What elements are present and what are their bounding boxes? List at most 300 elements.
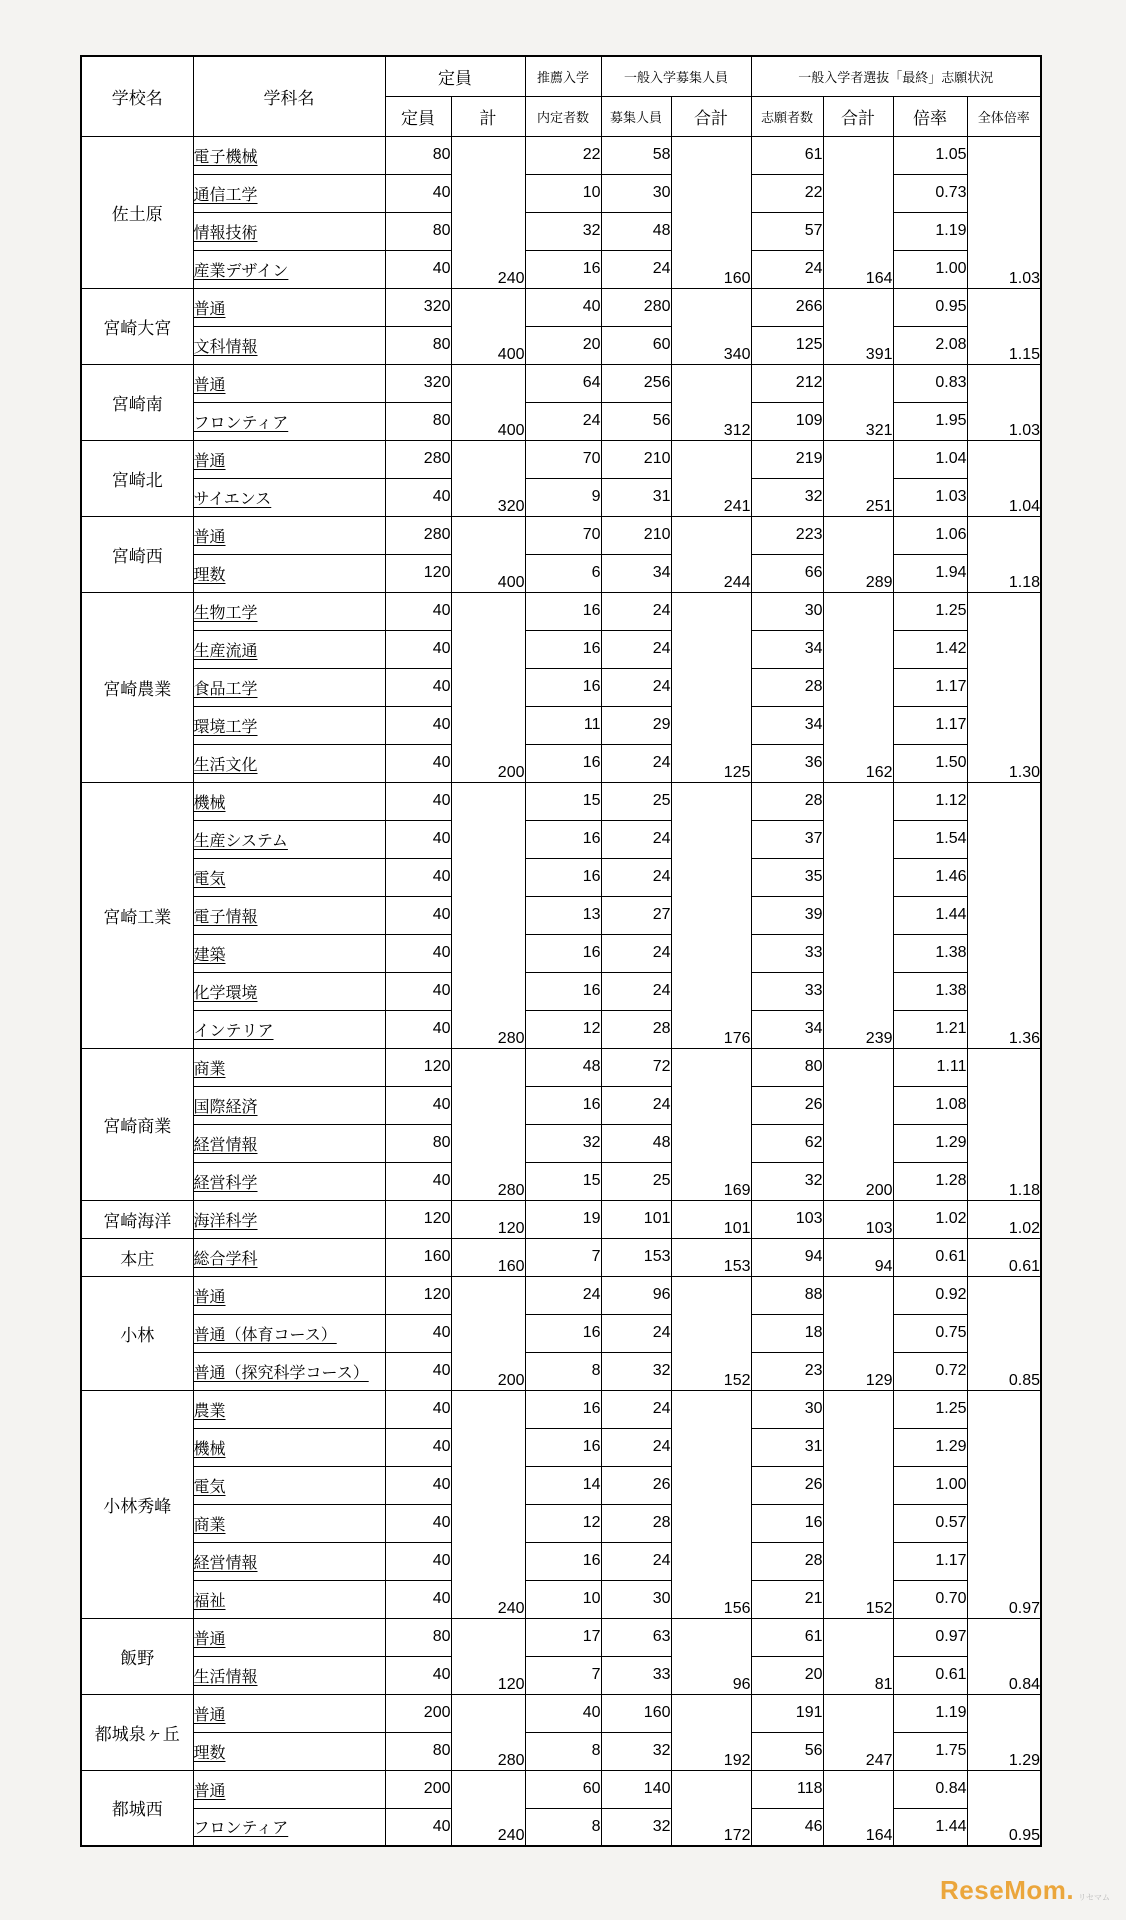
recruit-cell: 30	[601, 174, 671, 212]
applicants-cell: 22	[751, 174, 823, 212]
recruit-total-cell: 101	[671, 1200, 751, 1238]
capacity-total-cell: 400	[451, 516, 525, 592]
recommend-count-cell: 10	[525, 1580, 601, 1618]
applicants-total-cell: 239	[823, 782, 893, 1048]
recruit-cell: 24	[601, 858, 671, 896]
recommend-count-cell: 70	[525, 440, 601, 478]
applicants-cell: 26	[751, 1086, 823, 1124]
table-row	[81, 744, 1041, 782]
table-row	[81, 1466, 1041, 1504]
table-row	[81, 1010, 1041, 1048]
applicants-cell: 32	[751, 1162, 823, 1200]
department-cell: 機械	[193, 782, 385, 820]
ratio-cell: 0.84	[893, 1770, 967, 1808]
table-row	[81, 1086, 1041, 1124]
capacity-total-cell: 320	[451, 440, 525, 516]
recruit-total-cell: 169	[671, 1048, 751, 1200]
applicants-cell: 103	[751, 1200, 823, 1238]
school-name-cell: 都城泉ヶ丘	[81, 1694, 193, 1770]
overall-ratio-cell: 1.18	[967, 1048, 1041, 1200]
table-row	[81, 1618, 1041, 1656]
ratio-cell: 1.29	[893, 1124, 967, 1162]
header-general-group: 一般入学募集人員	[601, 56, 751, 96]
table-row	[81, 1124, 1041, 1162]
recruit-cell: 210	[601, 440, 671, 478]
capacity-cell: 40	[385, 1010, 451, 1048]
recruit-cell: 280	[601, 288, 671, 326]
capacity-total-cell: 280	[451, 1048, 525, 1200]
capacity-cell: 80	[385, 136, 451, 174]
recommend-count-cell: 48	[525, 1048, 601, 1086]
table-row	[81, 896, 1041, 934]
applicants-cell: 16	[751, 1504, 823, 1542]
capacity-cell: 40	[385, 1580, 451, 1618]
ratio-cell: 1.06	[893, 516, 967, 554]
capacity-cell: 280	[385, 516, 451, 554]
table-row	[81, 858, 1041, 896]
overall-ratio-cell: 1.36	[967, 782, 1041, 1048]
applicants-cell: 94	[751, 1238, 823, 1276]
ratio-cell: 1.19	[893, 212, 967, 250]
overall-ratio-cell: 1.03	[967, 136, 1041, 288]
department-cell: フロンティア	[193, 1808, 385, 1846]
department-cell: 普通	[193, 288, 385, 326]
capacity-total-cell: 280	[451, 782, 525, 1048]
ratio-cell: 1.94	[893, 554, 967, 592]
recruit-cell: 63	[601, 1618, 671, 1656]
capacity-cell: 40	[385, 1466, 451, 1504]
ratio-cell: 1.17	[893, 706, 967, 744]
recruit-cell: 29	[601, 706, 671, 744]
ratio-cell: 1.46	[893, 858, 967, 896]
ratio-cell: 1.08	[893, 1086, 967, 1124]
recommend-count-cell: 16	[525, 1390, 601, 1428]
applicants-cell: 125	[751, 326, 823, 364]
table-row	[81, 1390, 1041, 1428]
capacity-cell: 40	[385, 1086, 451, 1124]
recruit-cell: 58	[601, 136, 671, 174]
recommend-count-cell: 8	[525, 1808, 601, 1846]
recommend-count-cell: 13	[525, 896, 601, 934]
department-cell: 生活文化	[193, 744, 385, 782]
applicants-cell: 109	[751, 402, 823, 440]
school-name-cell: 宮崎北	[81, 440, 193, 516]
overall-ratio-cell: 0.95	[967, 1770, 1041, 1846]
capacity-cell: 40	[385, 1504, 451, 1542]
department-cell: 建築	[193, 934, 385, 972]
applicants-total-cell: 391	[823, 288, 893, 364]
table-row	[81, 1314, 1041, 1352]
recommend-count-cell: 7	[525, 1656, 601, 1694]
admissions-table-container	[80, 55, 1042, 1847]
recommend-count-cell: 20	[525, 326, 601, 364]
recommend-count-cell: 70	[525, 516, 601, 554]
applicants-total-cell: 103	[823, 1200, 893, 1238]
ratio-cell: 1.25	[893, 592, 967, 630]
capacity-cell: 120	[385, 1200, 451, 1238]
capacity-total-cell: 240	[451, 1390, 525, 1618]
capacity-cell: 80	[385, 1618, 451, 1656]
department-cell: 福祉	[193, 1580, 385, 1618]
capacity-cell: 40	[385, 934, 451, 972]
department-cell: 環境工学	[193, 706, 385, 744]
recommend-count-cell: 19	[525, 1200, 601, 1238]
table-row	[81, 1352, 1041, 1390]
department-cell: サイエンス	[193, 478, 385, 516]
capacity-cell: 40	[385, 668, 451, 706]
recommend-count-cell: 16	[525, 1314, 601, 1352]
recruit-cell: 27	[601, 896, 671, 934]
capacity-cell: 40	[385, 744, 451, 782]
capacity-cell: 80	[385, 212, 451, 250]
applicants-cell: 33	[751, 972, 823, 1010]
school-name-cell: 本庄	[81, 1238, 193, 1276]
applicants-total-cell: 129	[823, 1276, 893, 1390]
overall-ratio-cell: 1.02	[967, 1200, 1041, 1238]
ratio-cell: 1.38	[893, 934, 967, 972]
ratio-cell: 1.03	[893, 478, 967, 516]
ratio-cell: 1.12	[893, 782, 967, 820]
recruit-total-cell: 96	[671, 1618, 751, 1694]
department-cell: 普通（探究科学コース）	[193, 1352, 385, 1390]
table-row	[81, 1200, 1041, 1238]
capacity-cell: 40	[385, 1808, 451, 1846]
ratio-cell: 1.25	[893, 1390, 967, 1428]
recruit-cell: 26	[601, 1466, 671, 1504]
applicants-cell: 36	[751, 744, 823, 782]
department-cell: 農業	[193, 1390, 385, 1428]
applicants-cell: 24	[751, 250, 823, 288]
capacity-cell: 40	[385, 820, 451, 858]
recommend-count-cell: 16	[525, 250, 601, 288]
applicants-cell: 23	[751, 1352, 823, 1390]
table-row	[81, 326, 1041, 364]
capacity-cell: 40	[385, 896, 451, 934]
department-cell: 電気	[193, 858, 385, 896]
department-cell: 生物工学	[193, 592, 385, 630]
department-cell: 機械	[193, 1428, 385, 1466]
table-row	[81, 288, 1041, 326]
recommend-count-cell: 10	[525, 174, 601, 212]
capacity-cell: 200	[385, 1694, 451, 1732]
applicants-total-cell: 289	[823, 516, 893, 592]
applicants-total-cell: 200	[823, 1048, 893, 1200]
recruit-cell: 160	[601, 1694, 671, 1732]
recommend-count-cell: 16	[525, 858, 601, 896]
recruit-cell: 48	[601, 1124, 671, 1162]
capacity-cell: 40	[385, 1162, 451, 1200]
department-cell: 経営情報	[193, 1124, 385, 1162]
recommend-count-cell: 9	[525, 478, 601, 516]
applicants-cell: 35	[751, 858, 823, 896]
ratio-cell: 1.38	[893, 972, 967, 1010]
resemom-logo-subtext: リセマム	[1078, 1893, 1110, 1902]
capacity-total-cell: 400	[451, 288, 525, 364]
department-cell: 普通	[193, 1694, 385, 1732]
recommend-count-cell: 24	[525, 402, 601, 440]
ratio-cell: 0.57	[893, 1504, 967, 1542]
resemom-logo: ReseMom.	[940, 1875, 1075, 1905]
ratio-cell: 2.08	[893, 326, 967, 364]
table-row	[81, 782, 1041, 820]
capacity-cell: 120	[385, 1048, 451, 1086]
capacity-cell: 40	[385, 858, 451, 896]
department-cell: 食品工学	[193, 668, 385, 706]
applicants-cell: 266	[751, 288, 823, 326]
school-name-cell: 宮崎海洋	[81, 1200, 193, 1238]
department-cell: 理数	[193, 1732, 385, 1770]
header-department: 学科名	[193, 56, 385, 136]
recommend-count-cell: 16	[525, 972, 601, 1010]
recruit-cell: 24	[601, 668, 671, 706]
recruit-cell: 25	[601, 782, 671, 820]
header-applicants: 志願者数	[751, 96, 823, 136]
recruit-cell: 24	[601, 744, 671, 782]
school-name-cell: 宮崎南	[81, 364, 193, 440]
table-row	[81, 1808, 1041, 1846]
ratio-cell: 1.04	[893, 440, 967, 478]
ratio-cell: 1.21	[893, 1010, 967, 1048]
table-header	[81, 56, 1041, 136]
capacity-total-cell: 240	[451, 1770, 525, 1846]
applicants-total-cell: 164	[823, 1770, 893, 1846]
recruit-cell: 32	[601, 1808, 671, 1846]
table-row	[81, 402, 1041, 440]
capacity-total-cell: 120	[451, 1200, 525, 1238]
applicants-total-cell: 152	[823, 1390, 893, 1618]
applicants-total-cell: 247	[823, 1694, 893, 1770]
department-cell: 経営科学	[193, 1162, 385, 1200]
table-body	[81, 136, 1041, 1846]
department-cell: 文科情報	[193, 326, 385, 364]
recruit-cell: 24	[601, 250, 671, 288]
recommend-count-cell: 17	[525, 1618, 601, 1656]
ratio-cell: 1.75	[893, 1732, 967, 1770]
recommend-count-cell: 6	[525, 554, 601, 592]
recommend-count-cell: 7	[525, 1238, 601, 1276]
applicants-total-cell: 94	[823, 1238, 893, 1276]
department-cell: 化学環境	[193, 972, 385, 1010]
school-name-cell: 宮崎農業	[81, 592, 193, 782]
header-school: 学校名	[81, 56, 193, 136]
ratio-cell: 0.83	[893, 364, 967, 402]
table-row	[81, 1504, 1041, 1542]
capacity-cell: 120	[385, 1276, 451, 1314]
applicants-cell: 30	[751, 592, 823, 630]
table-row	[81, 1238, 1041, 1276]
capacity-total-cell: 120	[451, 1618, 525, 1694]
overall-ratio-cell: 0.84	[967, 1618, 1041, 1694]
header-recommend-count: 内定者数	[525, 96, 601, 136]
table-row	[81, 1732, 1041, 1770]
department-cell: 普通	[193, 1618, 385, 1656]
header-recruit-total: 合計	[671, 96, 751, 136]
overall-ratio-cell: 0.85	[967, 1276, 1041, 1390]
ratio-cell: 1.42	[893, 630, 967, 668]
recommend-count-cell: 8	[525, 1732, 601, 1770]
capacity-cell: 200	[385, 1770, 451, 1808]
recruit-cell: 256	[601, 364, 671, 402]
table-row	[81, 1542, 1041, 1580]
capacity-cell: 40	[385, 478, 451, 516]
recommend-count-cell: 12	[525, 1504, 601, 1542]
table-row	[81, 174, 1041, 212]
table-row	[81, 364, 1041, 402]
department-cell: 電子機械	[193, 136, 385, 174]
applicants-cell: 212	[751, 364, 823, 402]
school-name-cell: 佐土原	[81, 136, 193, 288]
ratio-cell: 1.29	[893, 1428, 967, 1466]
ratio-cell: 0.92	[893, 1276, 967, 1314]
ratio-cell: 1.44	[893, 896, 967, 934]
recommend-count-cell: 32	[525, 1124, 601, 1162]
ratio-cell: 1.00	[893, 1466, 967, 1504]
department-cell: フロンティア	[193, 402, 385, 440]
table-row	[81, 820, 1041, 858]
capacity-total-cell: 400	[451, 364, 525, 440]
ratio-cell: 0.75	[893, 1314, 967, 1352]
applicants-cell: 28	[751, 782, 823, 820]
recommend-count-cell: 8	[525, 1352, 601, 1390]
department-cell: 産業デザイン	[193, 250, 385, 288]
capacity-cell: 80	[385, 326, 451, 364]
recommend-count-cell: 14	[525, 1466, 601, 1504]
recommend-count-cell: 16	[525, 744, 601, 782]
applicants-cell: 46	[751, 1808, 823, 1846]
ratio-cell: 0.97	[893, 1618, 967, 1656]
department-cell: 国際経済	[193, 1086, 385, 1124]
table-row	[81, 934, 1041, 972]
table-row	[81, 668, 1041, 706]
capacity-cell: 160	[385, 1238, 451, 1276]
recruit-cell: 210	[601, 516, 671, 554]
department-cell: 総合学科	[193, 1238, 385, 1276]
ratio-cell: 1.54	[893, 820, 967, 858]
applicants-cell: 32	[751, 478, 823, 516]
admissions-table	[80, 55, 1042, 1847]
capacity-cell: 40	[385, 972, 451, 1010]
recruit-cell: 24	[601, 1086, 671, 1124]
applicants-cell: 57	[751, 212, 823, 250]
recruit-cell: 24	[601, 1428, 671, 1466]
overall-ratio-cell: 1.29	[967, 1694, 1041, 1770]
applicants-cell: 18	[751, 1314, 823, 1352]
capacity-cell: 320	[385, 288, 451, 326]
applicants-cell: 37	[751, 820, 823, 858]
recruit-cell: 30	[601, 1580, 671, 1618]
recommend-count-cell: 15	[525, 782, 601, 820]
applicants-cell: 62	[751, 1124, 823, 1162]
header-recruit: 募集人員	[601, 96, 671, 136]
recommend-count-cell: 40	[525, 288, 601, 326]
applicants-cell: 21	[751, 1580, 823, 1618]
department-cell: 普通	[193, 364, 385, 402]
capacity-total-cell: 280	[451, 1694, 525, 1770]
school-name-cell: 小林	[81, 1276, 193, 1390]
applicants-cell: 33	[751, 934, 823, 972]
capacity-cell: 280	[385, 440, 451, 478]
recommend-count-cell: 12	[525, 1010, 601, 1048]
recommend-count-cell: 60	[525, 1770, 601, 1808]
capacity-cell: 40	[385, 592, 451, 630]
school-name-cell: 都城西	[81, 1770, 193, 1846]
ratio-cell: 1.17	[893, 668, 967, 706]
recruit-total-cell: 156	[671, 1390, 751, 1618]
recruit-total-cell: 152	[671, 1276, 751, 1390]
overall-ratio-cell: 0.97	[967, 1390, 1041, 1618]
table-row	[81, 1428, 1041, 1466]
recruit-cell: 153	[601, 1238, 671, 1276]
applicants-total-cell: 251	[823, 440, 893, 516]
ratio-cell: 0.61	[893, 1238, 967, 1276]
recruit-total-cell: 172	[671, 1770, 751, 1846]
recruit-total-cell: 312	[671, 364, 751, 440]
applicants-cell: 26	[751, 1466, 823, 1504]
school-name-cell: 小林秀峰	[81, 1390, 193, 1618]
department-cell: 理数	[193, 554, 385, 592]
capacity-cell: 40	[385, 250, 451, 288]
recruit-total-cell: 160	[671, 136, 751, 288]
ratio-cell: 1.95	[893, 402, 967, 440]
recruit-cell: 24	[601, 972, 671, 1010]
capacity-total-cell: 240	[451, 136, 525, 288]
department-cell: 普通（体育コース）	[193, 1314, 385, 1352]
school-name-cell: 宮崎西	[81, 516, 193, 592]
recommend-count-cell: 24	[525, 1276, 601, 1314]
recruit-total-cell: 244	[671, 516, 751, 592]
department-cell: 生活情報	[193, 1656, 385, 1694]
school-name-cell: 宮崎大宮	[81, 288, 193, 364]
applicants-total-cell: 162	[823, 592, 893, 782]
header-capacity: 定員	[385, 96, 451, 136]
recruit-total-cell: 192	[671, 1694, 751, 1770]
ratio-cell: 1.44	[893, 1808, 967, 1846]
capacity-cell: 80	[385, 1124, 451, 1162]
applicants-cell: 31	[751, 1428, 823, 1466]
header-overall-ratio: 全体倍率	[967, 96, 1041, 136]
recruit-cell: 34	[601, 554, 671, 592]
overall-ratio-cell: 1.30	[967, 592, 1041, 782]
capacity-cell: 80	[385, 402, 451, 440]
capacity-cell: 40	[385, 1542, 451, 1580]
capacity-cell: 40	[385, 782, 451, 820]
recruit-total-cell: 153	[671, 1238, 751, 1276]
ratio-cell: 0.70	[893, 1580, 967, 1618]
capacity-cell: 40	[385, 1390, 451, 1428]
department-cell: 情報技術	[193, 212, 385, 250]
table-row	[81, 516, 1041, 554]
recruit-total-cell: 125	[671, 592, 751, 782]
recruit-cell: 24	[601, 1314, 671, 1352]
recruit-cell: 32	[601, 1732, 671, 1770]
department-cell: 普通	[193, 516, 385, 554]
table-row	[81, 1162, 1041, 1200]
recruit-cell: 140	[601, 1770, 671, 1808]
recruit-cell: 25	[601, 1162, 671, 1200]
department-cell: 普通	[193, 440, 385, 478]
capacity-cell: 40	[385, 174, 451, 212]
recruit-cell: 28	[601, 1504, 671, 1542]
capacity-cell: 80	[385, 1732, 451, 1770]
overall-ratio-cell: 1.03	[967, 364, 1041, 440]
applicants-cell: 191	[751, 1694, 823, 1732]
recruit-cell: 32	[601, 1352, 671, 1390]
recruit-total-cell: 340	[671, 288, 751, 364]
applicants-cell: 61	[751, 1618, 823, 1656]
applicants-cell: 28	[751, 668, 823, 706]
recommend-count-cell: 16	[525, 592, 601, 630]
department-cell: 通信工学	[193, 174, 385, 212]
